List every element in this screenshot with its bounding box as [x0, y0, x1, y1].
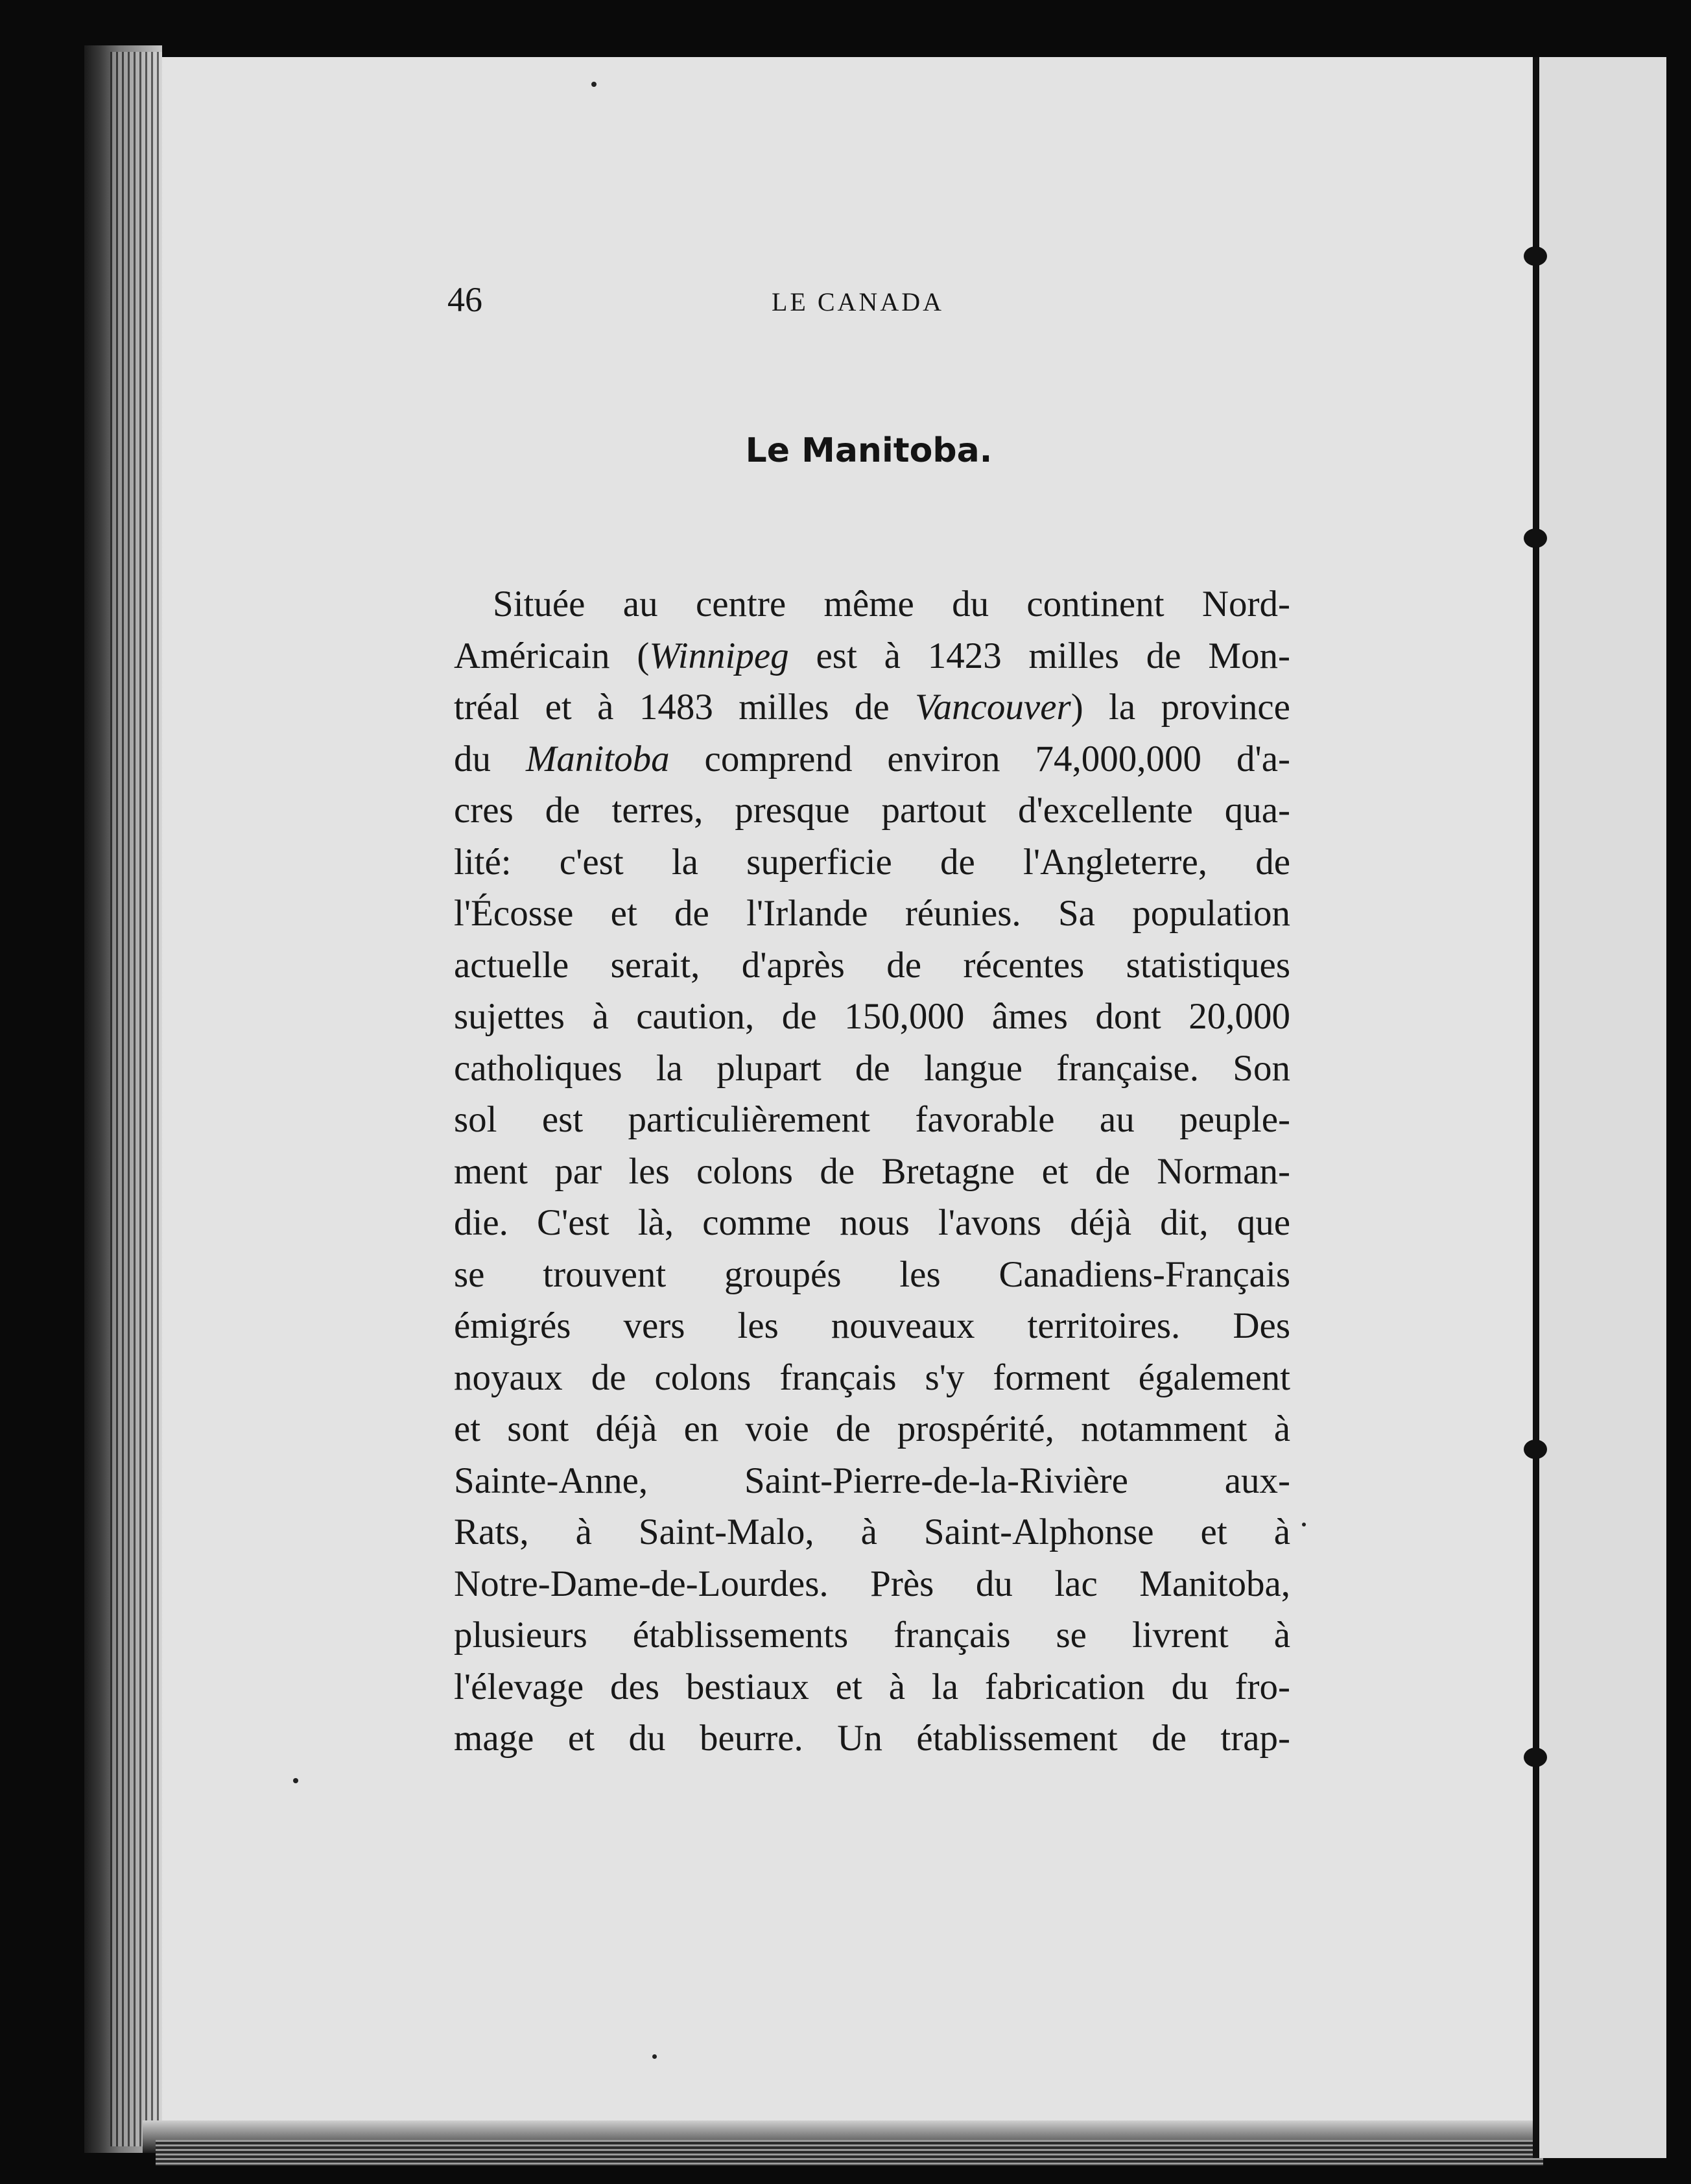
text-line: tréal et à 1483 milles de Vancouver) la province: [454, 687, 1290, 728]
fold-mark: [1524, 1440, 1547, 1459]
section-title: Le Manitoba.: [745, 431, 993, 470]
scan-speck: [1302, 1523, 1306, 1526]
text-line: Américain (Winnipeg est à 1423 milles de Mon-: [454, 635, 1290, 676]
text-line: sujettes à caution, de 150,000 âmes dont 20,000: [454, 996, 1290, 1037]
page-number: 46: [447, 280, 482, 319]
text-line: émigrés vers les nouveaux territoires. Des: [454, 1305, 1290, 1346]
fold-mark: [1524, 528, 1547, 548]
scan-speck: [591, 82, 597, 87]
text-line: sol est particulièrement favorable au peuple-: [454, 1099, 1290, 1140]
page-edges-left: [110, 52, 162, 2146]
text-line: ment par les colons de Bretagne et de Norman-: [454, 1150, 1290, 1192]
text-line: Située au centre même du continent Nord-: [493, 584, 1290, 624]
text-line: cres de terres, presque partout d'excellente qua-: [454, 790, 1290, 831]
text-line: catholiques la plupart de langue française. Son: [454, 1047, 1290, 1089]
text-line: die. C'est là, comme nous l'avons déjà dit, que: [454, 1202, 1290, 1243]
text-line: Sainte-Anne, Saint-Pierre-de-la-Rivière aux-: [454, 1460, 1290, 1501]
text-line: mage et du beurre. Un établissement de trap-: [454, 1718, 1290, 1759]
text-line: Rats, à Saint-Malo, à Saint-Alphonse et à: [454, 1512, 1290, 1552]
text-line: plusieurs établissements français se livrent à: [454, 1615, 1290, 1656]
text-line: et sont déjà en voie de prospérité, notamment à: [454, 1408, 1290, 1449]
text-line: l'Écosse et de l'Irlande réunies. Sa population: [454, 893, 1290, 934]
facing-page-strip: [1537, 57, 1666, 2158]
scan-speck: [652, 2054, 657, 2059]
text-line: noyaux de colons français s'y forment également: [454, 1357, 1290, 1398]
scan-speck: [293, 1778, 298, 1783]
text-line: actuelle serait, d'après de récentes statistiques: [454, 944, 1290, 986]
text-line: se trouvent groupés les Canadiens-Français: [454, 1253, 1290, 1295]
fold-mark: [1524, 246, 1547, 266]
body-paragraph: [454, 578, 1290, 1764]
text-line: l'élevage des bestiaux et à la fabrication du fro-: [454, 1666, 1290, 1707]
text-line: lité: c'est la superficie de l'Angleterre, de: [454, 841, 1290, 883]
running-title: LE CANADA: [772, 287, 944, 316]
fold-line: [1533, 57, 1539, 2158]
page-edges-bottom: [156, 2140, 1543, 2166]
fold-mark: [1524, 1748, 1547, 1767]
text-line: Notre-Dame-de-Lourdes. Près du lac Manitoba,: [454, 1563, 1290, 1604]
text-line: du Manitoba comprend environ 74,000,000 d'a-: [454, 738, 1290, 779]
running-head: [447, 280, 1368, 319]
